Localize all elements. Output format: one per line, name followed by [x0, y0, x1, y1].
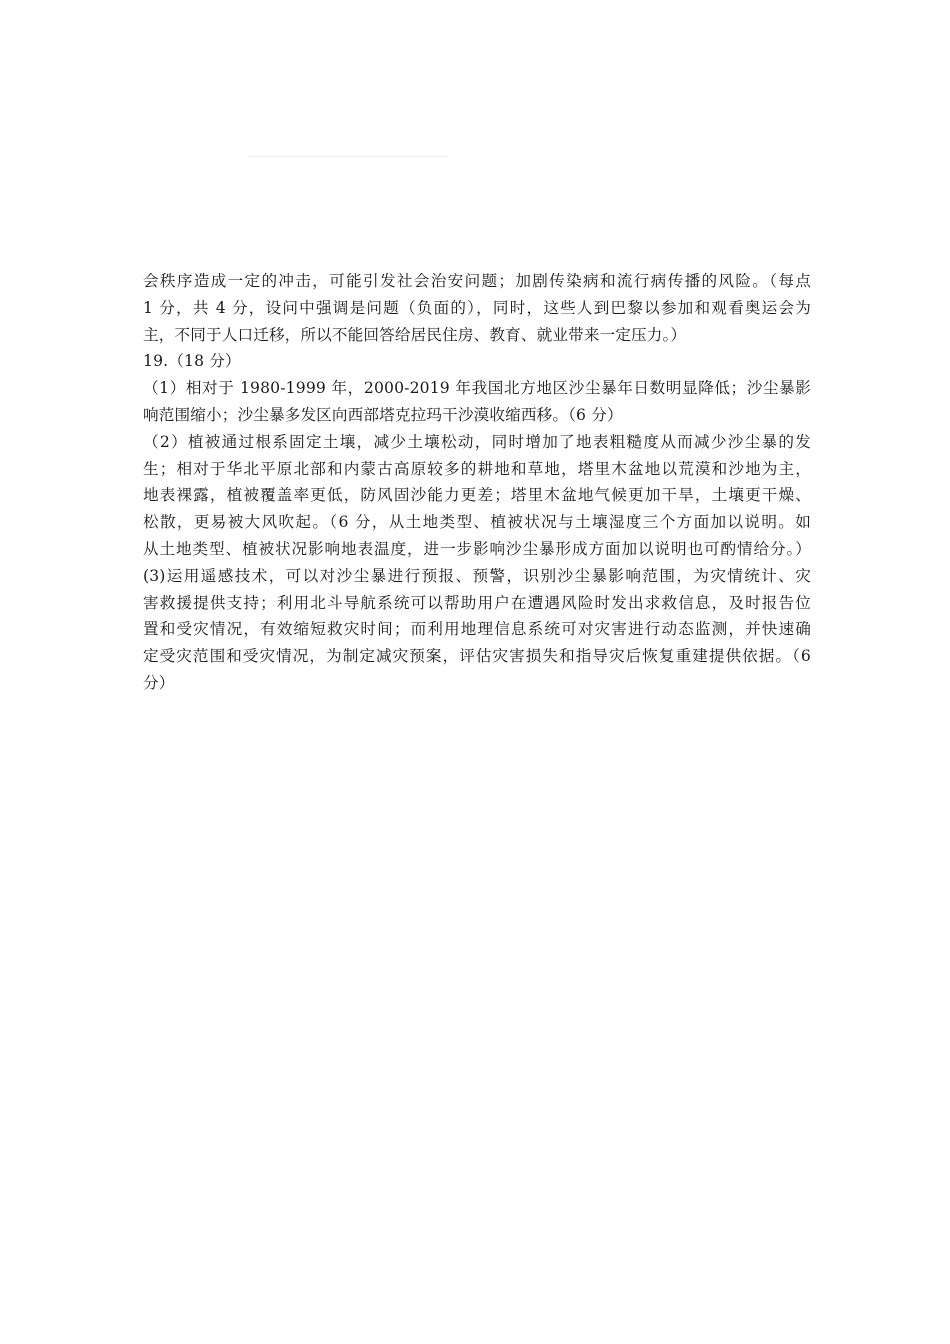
text-line: 松散，更易被大风吹起。（6 分，从土地类型、植被状况与土壤湿度三个方面加以说明。如 [143, 513, 811, 532]
text-line: 从土地类型、植被状况影响地表温度，进一步影响沙尘暴形成方面加以说明也可酌情给分。） [143, 539, 811, 558]
text-line: （1）相对于 1980-1999 年，2000-2019 年我国北方地区沙尘暴年日数明显降低；沙尘暴影 [143, 379, 811, 398]
answer-text-block [143, 268, 811, 697]
text-line: 分） [143, 673, 175, 692]
text-line: 定受灾范围和受灾情况，为制定减灾预案，评估灾害损失和指导灾后恢复重建提供依据。（6 [143, 647, 811, 666]
text-line: 响范围缩小；沙尘暴多发区向西部塔克拉玛干沙漠收缩西移。（6 分） [143, 405, 623, 424]
text-line: （2）植被通过根系固定土壤，减少土壤松动，同时增加了地表粗糙度从而减少沙尘暴的发 [143, 432, 811, 451]
text-line: 地表裸露，植被覆盖率更低，防风固沙能力更差；塔里木盆地气候更加干旱，土壤更干燥、 [143, 486, 811, 505]
text-line: (3)运用遥感技术，可以对沙尘暴进行预报、预警，识别沙尘暴影响范围，为灾情统计、灾 [143, 566, 811, 585]
text-line: 主，不同于人口迁移，所以不能回答给居民住房、教育、就业带来一定压力。） [143, 325, 687, 344]
text-line: 害救援提供支持；利用北斗导航系统可以帮助用户在遭遇风险时发出求救信息，及时报告位 [143, 593, 811, 612]
question-number: 19.（18 分） [143, 352, 241, 371]
text-line: 生；相对于华北平原北部和内蒙古高原较多的耕地和草地，塔里木盆地以荒漠和沙地为主， [143, 459, 811, 478]
faint-divider [248, 156, 448, 157]
text-line: 置和受灾情况，有效缩短救灾时间；而利用地理信息系统可对灾害进行动态监测，并快速确 [143, 620, 811, 639]
text-line: 会秩序造成一定的冲击，可能引发社会治安问题；加剧传染病和流行病传播的风险。（每点 [143, 272, 811, 290]
text-line: 1 分，共 4 分，设问中强调是问题（负面的），同时，这些人到巴黎以参加和观看奥运会为 [143, 298, 811, 317]
